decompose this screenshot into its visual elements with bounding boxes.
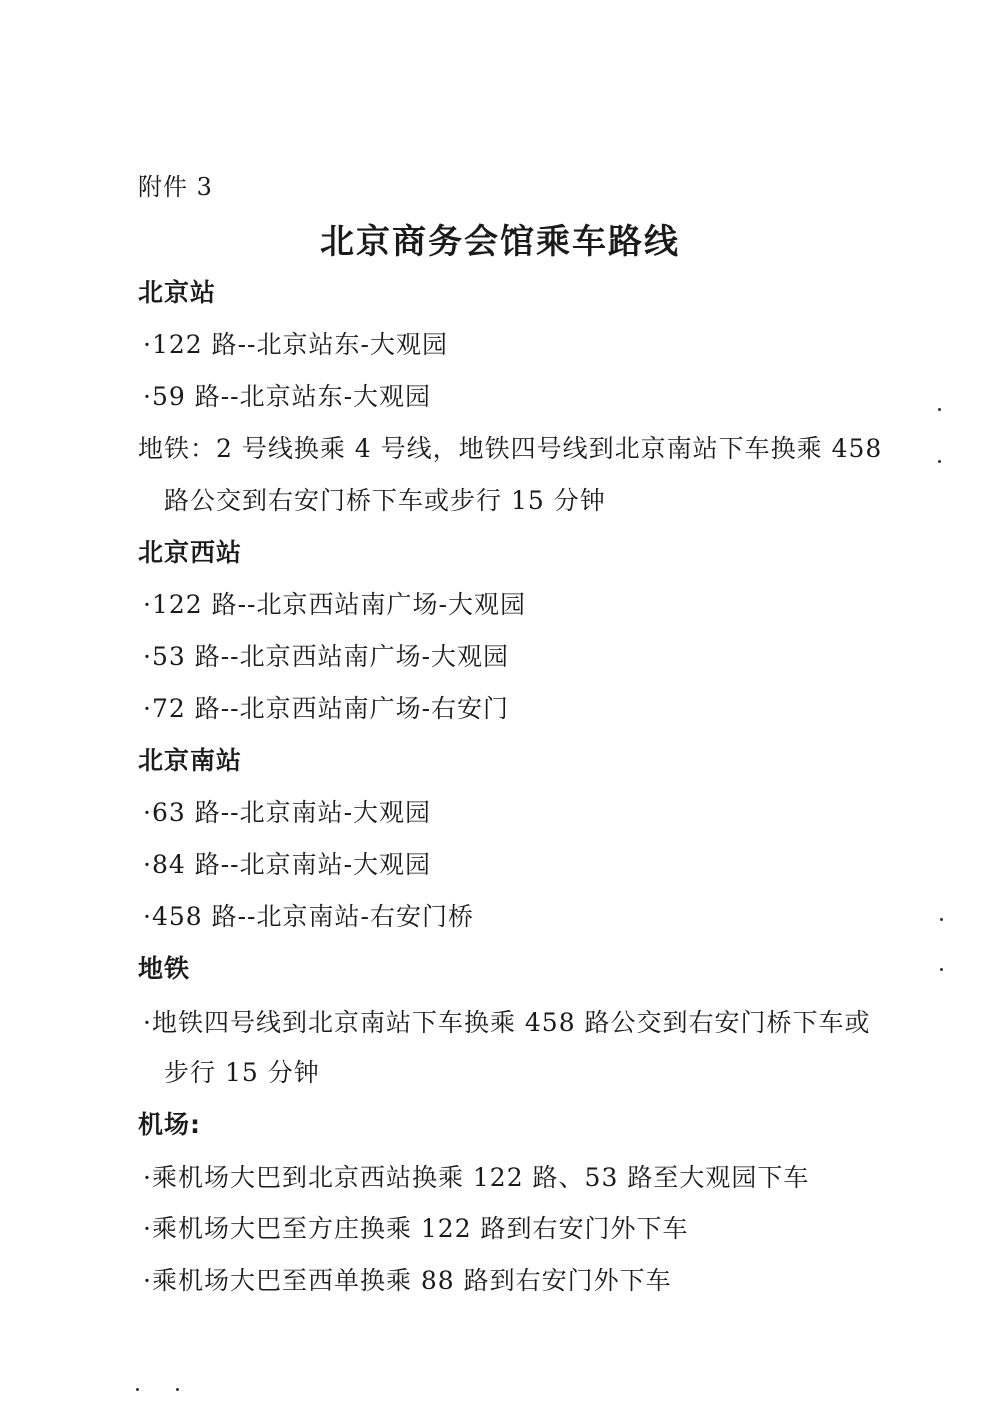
scan-speck — [136, 1388, 139, 1391]
route-item: ·458 路--北京南站-右安门桥 — [143, 902, 474, 931]
route-item: ·122 路--北京站东-大观园 — [143, 330, 448, 359]
route-item: ·53 路--北京西站南广场-大观园 — [143, 642, 510, 671]
route-item: ·122 路--北京西站南广场-大观园 — [143, 590, 526, 619]
scan-speck — [940, 968, 943, 971]
scan-speck — [176, 1388, 179, 1391]
attachment-label: 附件 3 — [138, 173, 213, 201]
route-item: ·72 路--北京西站南广场-右安门 — [143, 694, 510, 723]
route-item: ·乘机场大巴至方庄换乘 122 路到右安门外下车 — [143, 1214, 689, 1243]
route-item: ·63 路--北京南站-大观园 — [143, 798, 432, 827]
heading-airport: 机场: — [138, 1110, 201, 1139]
route-item: ·乘机场大巴至西单换乘 88 路到右安门外下车 — [143, 1266, 672, 1295]
route-item: ·59 路--北京站东-大观园 — [143, 382, 432, 411]
scan-speck — [938, 408, 941, 411]
scan-speck — [940, 918, 943, 921]
heading-beijing-south-station: 北京南站 — [138, 746, 243, 775]
subway-route-line2: 步行 15 分钟 — [164, 1058, 320, 1087]
route-item: ·84 路--北京南站-大观园 — [143, 850, 432, 879]
heading-subway: 地铁 — [138, 954, 191, 983]
route-item: ·乘机场大巴到北京西站换乘 122 路、53 路至大观园下车 — [143, 1163, 810, 1192]
subway-route-line1: ·地铁四号线到北京南站下车换乘 458 路公交到右安门桥下车或 — [143, 1008, 871, 1037]
heading-beijing-station: 北京站 — [138, 278, 217, 307]
scan-speck — [938, 460, 941, 463]
document-title: 北京商务会馆乘车路线 — [320, 222, 680, 262]
heading-beijing-west-station: 北京西站 — [138, 538, 243, 567]
subway-instruction-line2: 路公交到右安门桥下车或步行 15 分钟 — [164, 486, 606, 515]
subway-instruction-line1: 地铁：2 号线换乘 4 号线，地铁四号线到北京南站下车换乘 458 — [138, 434, 883, 463]
